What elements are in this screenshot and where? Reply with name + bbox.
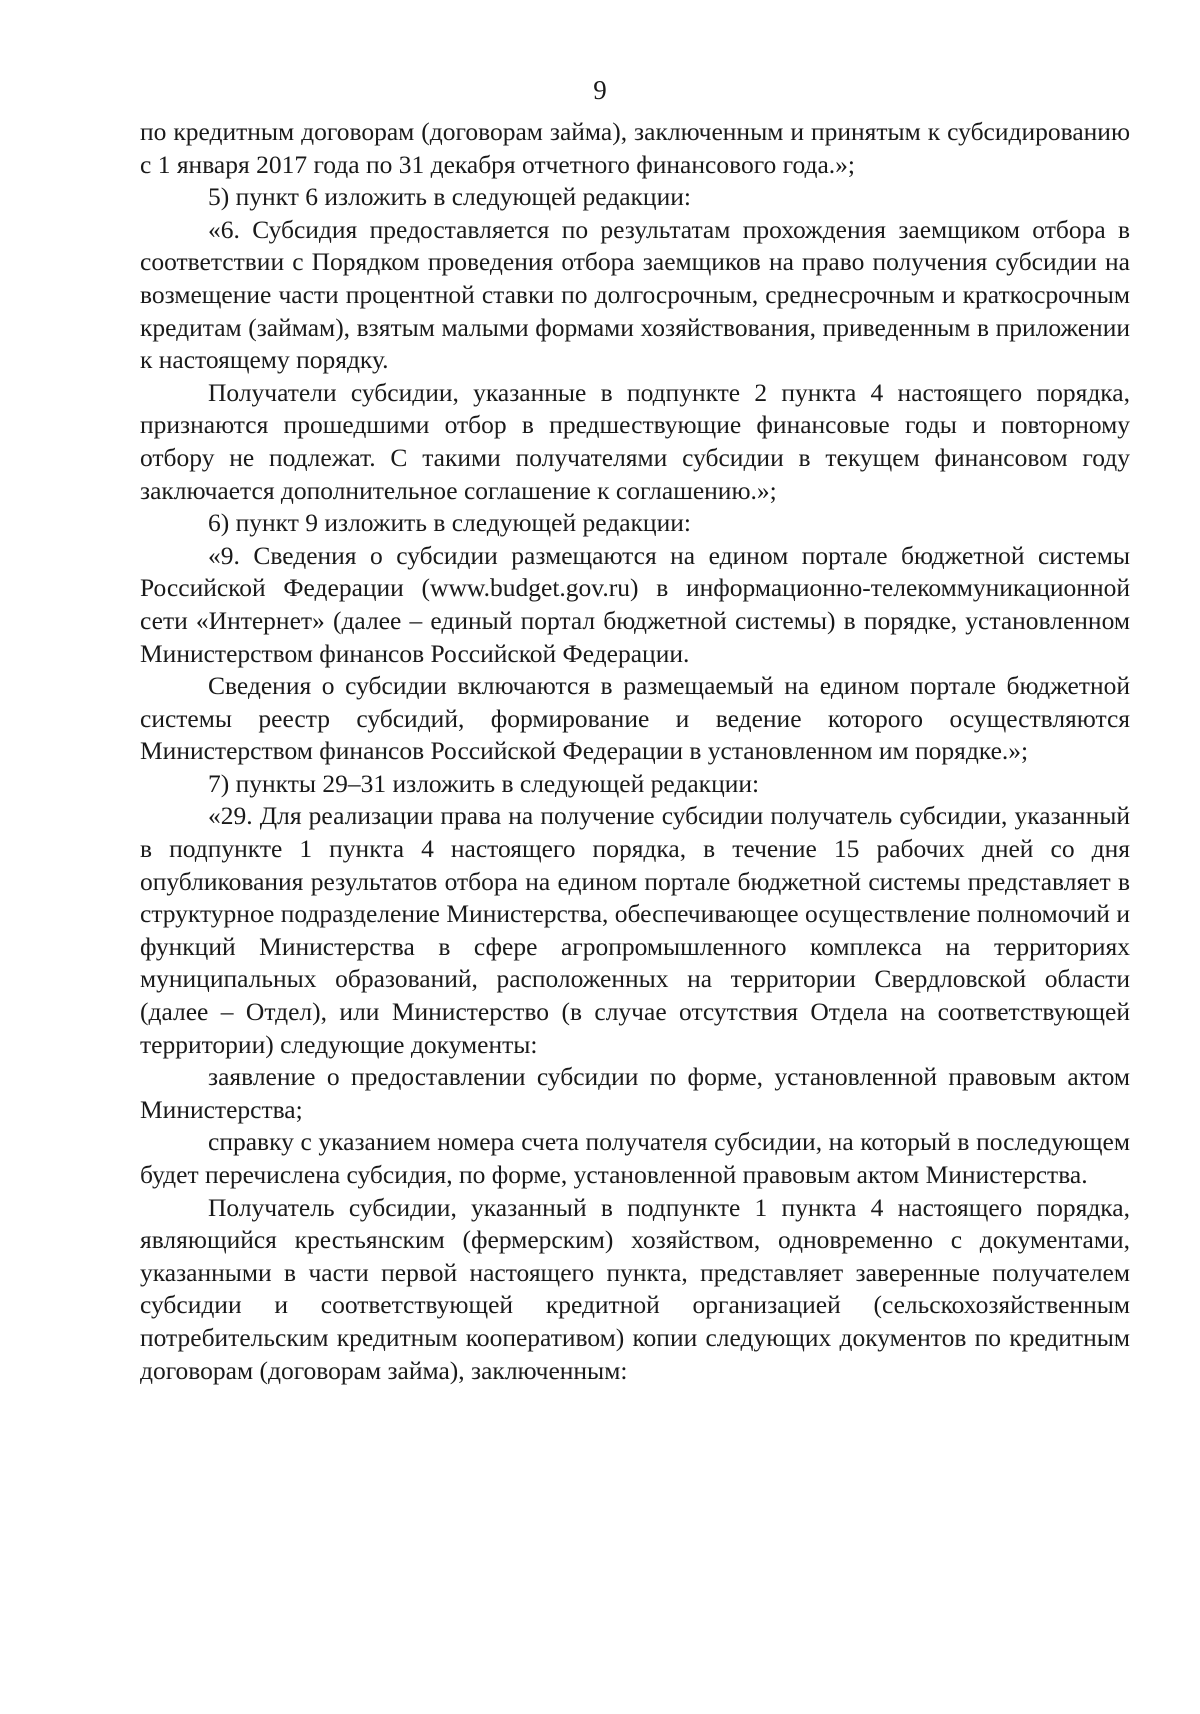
paragraph-recipients: Получатели субсидии, указанные в подпункте 2 пункта 4 настоящего порядка, признаются прошедшими отбор в предшествующие финансовые годы и повторному отбору не подлежат. С такими получателями субсидии в текущем финансовом году заключается дополнительное соглашение к соглашению.»; — [140, 377, 1130, 505]
paragraph-continuation: по кредитным договорам (договорам займа), заключенным и принятым к субсидированию с 1 января 2017 года по 31 декабря отчетного финансового года.»; — [140, 117, 1130, 179]
page-number: 9 — [593, 75, 607, 105]
paragraph-item-6: 6) пункт 9 изложить в следующей редакции: — [208, 508, 691, 538]
paragraph-application: заявление о предоставлении субсидии по форме, установленной правовым актом Министерства; — [140, 1062, 1130, 1124]
paragraph-farm-documents: Получатель субсидии, указанный в подпункте 1 пункта 4 настоящего порядка, являющийся крестьянским (фермерским) хозяйством, одновременно с документами, указанными в части первой настоящего пункта, представляет заверенные получателем субсидии и соответствующей кредитной организацией (сельскохозяйственным потребительским кредитным кооперативом) копии следующих документов по кредитным договорам (договорам займа), заключенным: — [140, 1192, 1130, 1385]
paragraph-item-7: 7) пункты 29–31 изложить в следующей редакции: — [208, 768, 760, 798]
paragraph-clause-29: «29. Для реализации права на получение субсидии получатель субсидии, указанный в подпункте 1 пункта 4 настоящего порядка, в течение 15 рабочих дней со дня опубликования результатов отбора на едином портале бюджетной системы представляет в структурное подразделение Министерства, обеспечивающее осуществление полномочий и функций Министерства в сфере агропромышленного комплекса на территориях муниципальных образований, расположенных на территории Свердловской области (далее – Отдел), или Министерство (в случае отсутствия Отдела на соответствующей территории) следующие документы: — [140, 801, 1130, 1059]
paragraph-item-5: 5) пункт 6 изложить в следующей редакции: — [208, 182, 691, 212]
document-body — [140, 116, 1130, 1387]
paragraph-certificate: справку с указанием номера счета получателя субсидии, на который в последующем будет перечислена субсидия, по форме, установленной правовым актом Министерства. — [140, 1127, 1130, 1189]
paragraph-clause-9: «9. Сведения о субсидии размещаются на едином портале бюджетной системы Российской Федерации (www.budget.gov.ru) в информационно-телекоммуникационной сети «Интернет» (далее – единый портал бюджетной системы) в порядке, установленном Министерством финансов Российской Федерации. — [140, 540, 1130, 668]
paragraph-registry: Сведения о субсидии включаются в размещаемый на едином портале бюджетной системы реестр субсидий, формирование и ведение которого осуществляются Министерством финансов Российской Федерации в установленном им порядке.»; — [140, 671, 1130, 766]
paragraph-clause-6: «6. Субсидия предоставляется по результатам прохождения заемщиком отбора в соответствии с Порядком проведения отбора заемщиков на право получения субсидии на возмещение части процентной ставки по долгосрочным, среднесрочным и краткосрочным кредитам (займам), взятым малыми формами хозяйствования, приведенным в приложении к настоящему порядку. — [140, 214, 1130, 375]
